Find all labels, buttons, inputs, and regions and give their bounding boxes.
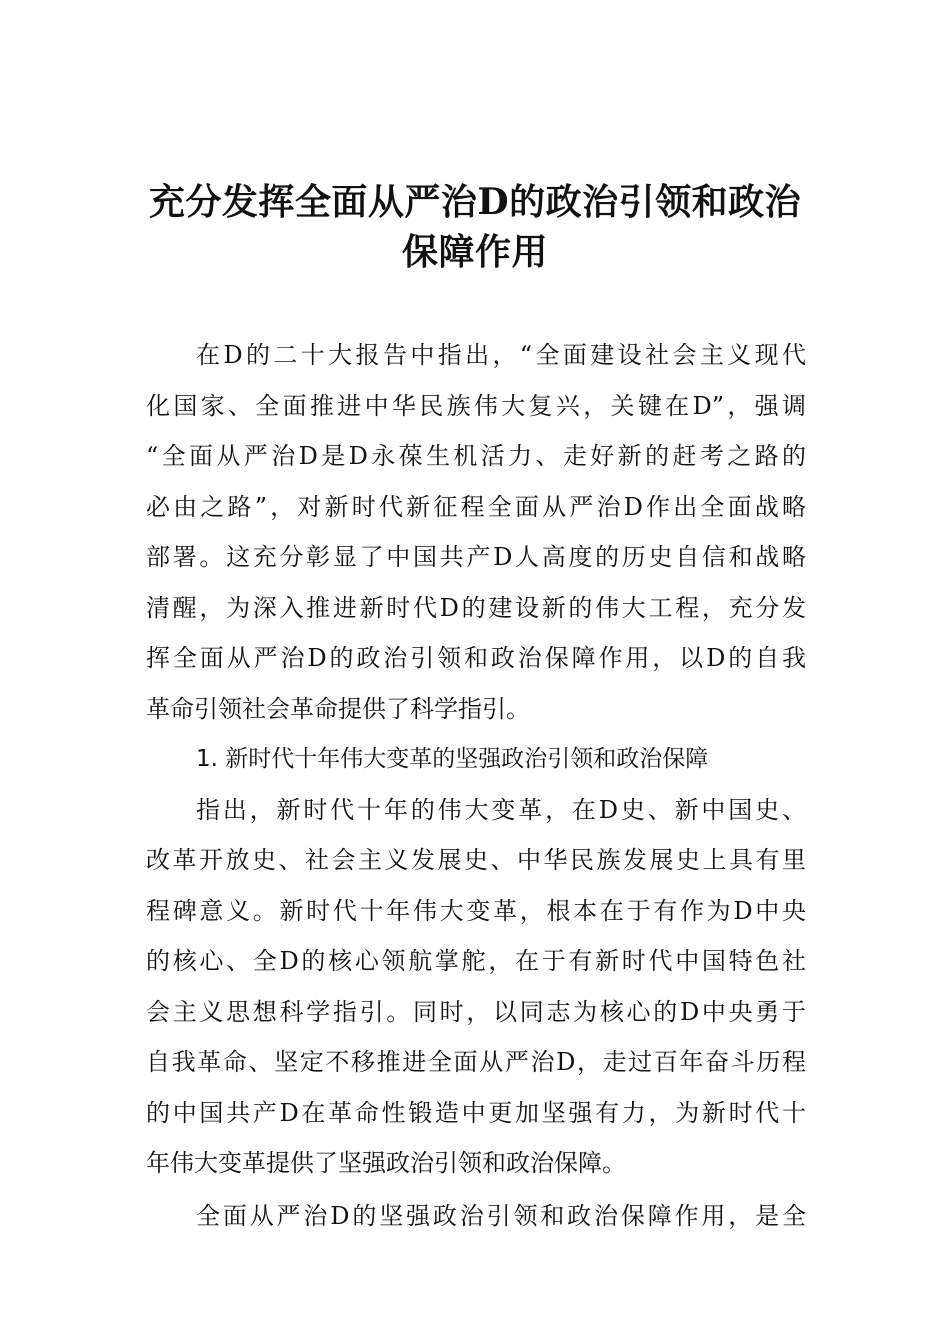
paragraph-1	[146, 330, 806, 734]
paragraph-line: 自我革命、坚定不移推进全面从严治D，走过百年奋斗历程	[146, 1048, 806, 1076]
document-body	[146, 330, 806, 1241]
paragraph-2	[146, 785, 806, 1189]
paragraph-3	[146, 1191, 806, 1242]
paragraph-line: 的中国共产D在革命性锻造中更加坚强有力，为新时代十	[146, 1098, 806, 1127]
paragraph-line: 年伟大变革提供了坚强政治引领和政治保障。	[146, 1149, 626, 1177]
paragraph-line: 的核心、全D的核心领航掌舵，在于有新时代中国特色社	[146, 947, 806, 975]
paragraph-line: 部署。这充分彰显了中国共产D人高度的历史自信和战略	[146, 543, 806, 571]
section-heading: 1. 新时代十年伟大变革的坚强政治引领和政治保障	[196, 746, 709, 772]
paragraph-line: “全面从严治D是D永葆生机活力、走好新的赶考之路的	[146, 442, 806, 470]
paragraph-line: 革命引领社会革命提供了科学指引。	[146, 694, 530, 723]
paragraph-line: 化国家、全面推进中华民族伟大复兴，关键在D”，强调	[146, 391, 806, 420]
paragraph-line: 改革开放史、社会主义发展史、中华民族发展史上具有里	[146, 846, 806, 874]
paragraph-line: 指出，新时代十年的伟大变革，在D史、新中国史、	[196, 795, 806, 824]
paragraph-line: 必由之路”，对新时代新征程全面从严治D作出全面战略	[146, 492, 806, 521]
paragraph-line: 挥全面从严治D的政治引领和政治保障作用，以D的自我	[146, 644, 806, 672]
paragraph-line: 会主义思想科学指引。同时，以同志为核心的D中央勇于	[146, 997, 806, 1026]
paragraph-line: 清醒，为深入推进新时代D的建设新的伟大工程，充分发	[146, 593, 806, 622]
paragraph-line: 在D的二十大报告中指出，“全面建设社会主义现代	[196, 341, 806, 369]
paragraph-line: 全面从严治D的坚强政治引领和政治保障作用，是全	[196, 1201, 806, 1230]
document-title-line-1: 充分发挥全面从严治D的政治引领和政治	[148, 181, 802, 223]
document-title-line-2: 保障作用	[401, 231, 548, 273]
paragraph-line: 程碑意义。新时代十年伟大变革，根本在于有作为D中央	[146, 896, 806, 925]
